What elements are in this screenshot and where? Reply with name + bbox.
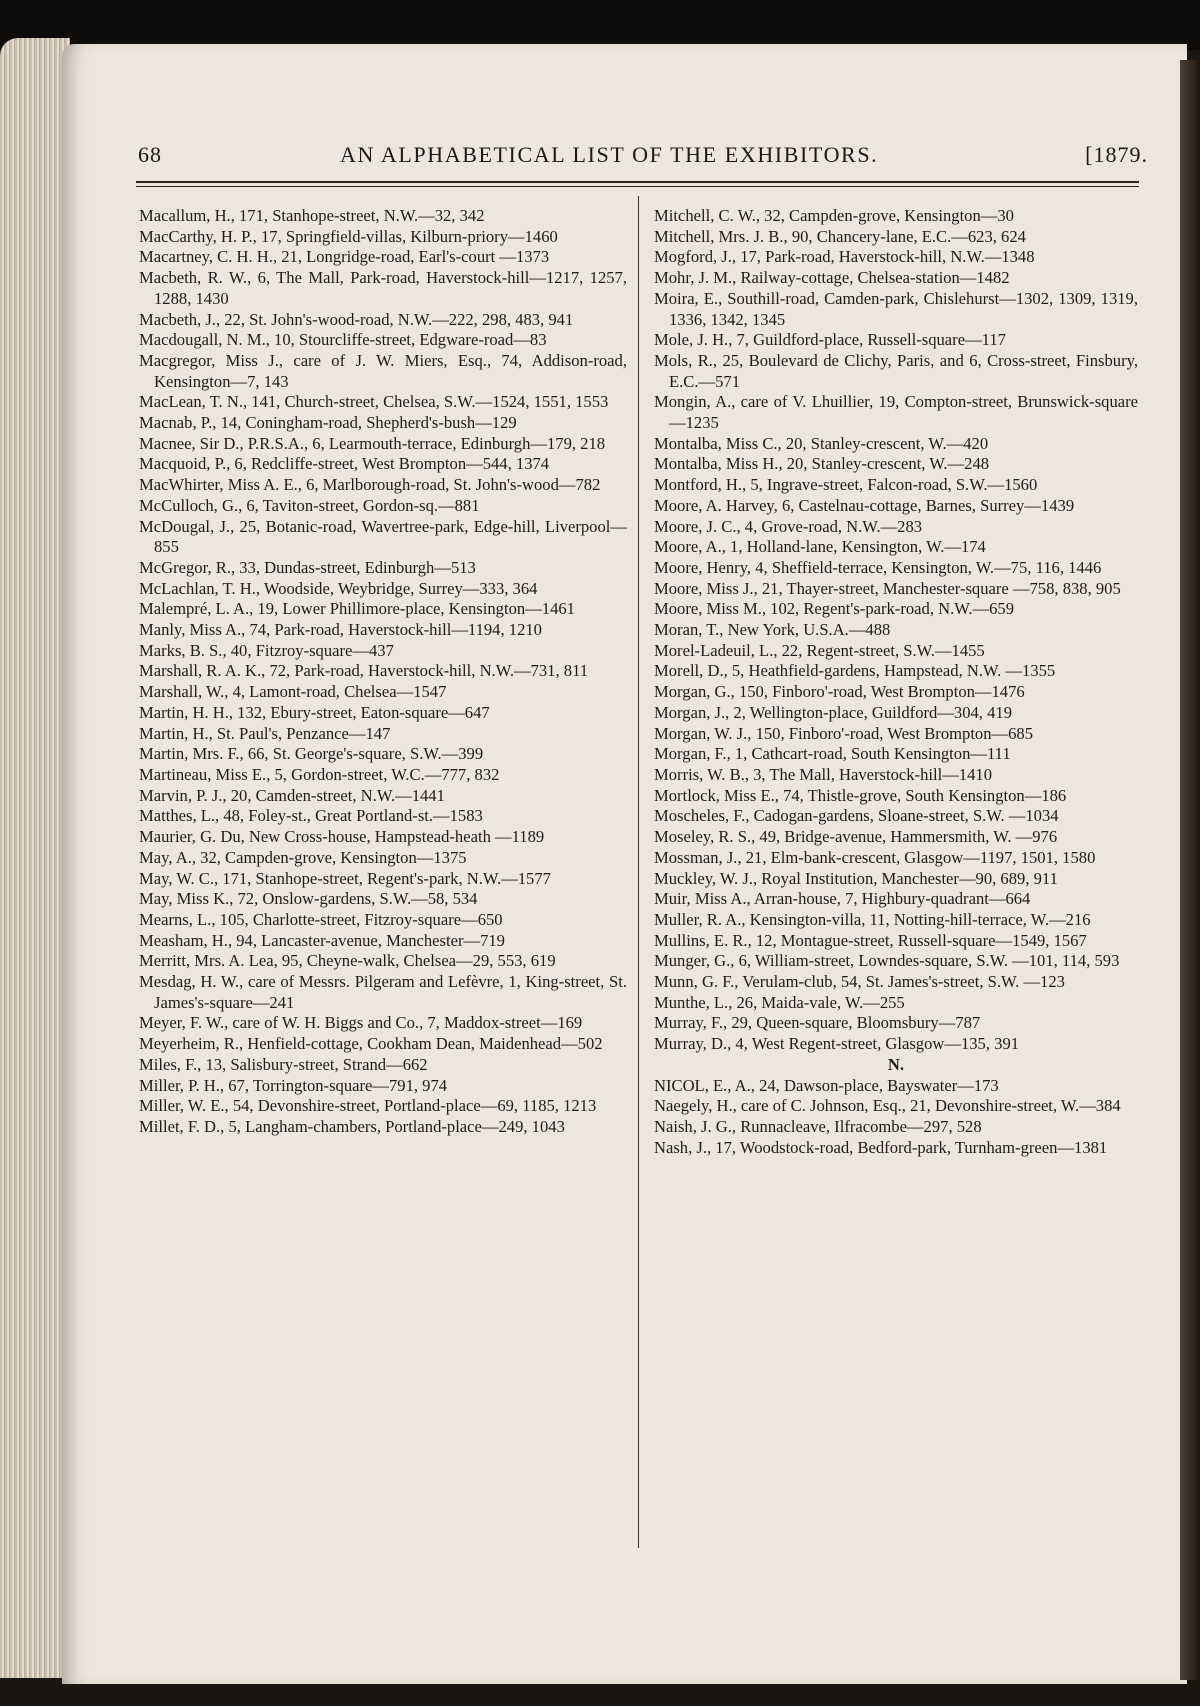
exhibitor-entry: Macartney, C. H. H., 21, Longridge-road, Earl's-court —1373 xyxy=(139,247,550,267)
exhibitor-entry: Morel-Ladeuil, L., 22, Regent-street, S.W.—1455 xyxy=(654,640,985,660)
exhibitor-entry: McLachlan, T. H., Woodside, Weybridge, Surrey—333, 364 xyxy=(139,578,538,598)
exhibitor-entry: Morgan, J., 2, Wellington-place, Guildford—304, 419 xyxy=(654,702,1012,722)
exhibitor-entry: Malempré, L. A., 19, Lower Phillimore-place, Kensington—1461 xyxy=(139,599,575,619)
exhibitor-entry: Moore, Henry, 4, Sheffield-terrace, Kensington, W.—75, 116, 1446 xyxy=(654,557,1102,577)
exhibitor-entry: Matthes, L., 48, Foley-st., Great Portland-st.—1583 xyxy=(139,806,483,826)
exhibitor-entry: McCulloch, G., 6, Taviton-street, Gordon-sq.—881 xyxy=(139,495,480,515)
page-header xyxy=(138,138,1148,178)
exhibitor-entry: Morgan, G., 150, Finboro'-road, West Brompton—1476 xyxy=(654,682,1025,702)
exhibitor-entry: Morris, W. B., 3, The Mall, Haverstock-hill—1410 xyxy=(654,764,992,784)
exhibitor-entry: Morgan, W. J., 150, Finboro'-road, West Brompton—685 xyxy=(654,723,1034,743)
exhibitor-entry: Manly, Miss A., 74, Park-road, Haverstock-hill—1194, 1210 xyxy=(139,620,542,640)
exhibitor-entry: Macgregor, Miss J., care of J. W. Miers, Esq., 74, Addison-road, Kensington—7, 143 xyxy=(139,350,627,391)
exhibitor-entry: Mesdag, H. W., care of Messrs. Pilgeram and Lefèvre, 1, King-street, St. James's-square—241 xyxy=(139,972,627,1012)
exhibitor-entry: MacCarthy, H. P., 17, Springfield-villas, Kilburn-priory—1460 xyxy=(139,226,558,246)
exhibitor-entry: Meyer, F. W., care of W. H. Biggs and Co., 7, Maddox-street—169 xyxy=(139,1013,583,1033)
exhibitor-entry: Munn, G. F., Verulam-club, 54, St. James's-street, S.W. —123 xyxy=(654,972,1065,992)
exhibitor-entry: Montford, H., 5, Ingrave-street, Falcon-road, S.W.—1560 xyxy=(654,475,1038,495)
exhibitor-entry: Macnee, Sir D., P.R.S.A., 6, Learmouth-terrace, Edinburgh—179, 218 xyxy=(139,433,606,453)
exhibitor-entry: Muller, R. A., Kensington-villa, 11, Notting-hill-terrace, W.—216 xyxy=(654,909,1091,929)
exhibitor-entry: Mitchell, C. W., 32, Campden-grove, Kensington—30 xyxy=(654,206,1014,225)
exhibitor-entry: Montalba, Miss H., 20, Stanley-crescent, W.—248 xyxy=(654,454,990,474)
exhibitor-entry: Martin, Mrs. F., 66, St. George's-square, S.W.—399 xyxy=(139,744,484,764)
exhibitor-entry: Muir, Miss A., Arran-house, 7, Highbury-quadrant—664 xyxy=(654,889,1031,909)
exhibitor-entry: May, A., 32, Campden-grove, Kensington—1375 xyxy=(139,847,467,867)
exhibitor-entry: Mogford, J., 17, Park-road, Haverstock-hill, N.W.—1348 xyxy=(654,247,1035,267)
exhibitor-entry: Murray, F., 29, Queen-square, Bloomsbury—787 xyxy=(654,1013,981,1033)
exhibitor-entry: Mullins, E. R., 12, Montague-street, Russell-square—1549, 1567 xyxy=(654,930,1087,950)
exhibitor-entry: Mohr, J. M., Railway-cottage, Chelsea-station—1482 xyxy=(654,268,1010,288)
exhibitor-entry: Macquoid, P., 6, Redcliffe-street, West Brompton—544, 1374 xyxy=(139,454,550,474)
exhibitor-entry: Marshall, W., 4, Lamont-road, Chelsea—1547 xyxy=(139,682,447,702)
page-year: [1879. xyxy=(1085,142,1148,167)
exhibitor-entry: Miller, W. E., 54, Devonshire-street, Portland-place—69, 1185, 1213 xyxy=(139,1096,597,1116)
exhibitor-entry: Mongin, A., care of V. Lhuillier, 19, Compton-street, Brunswick-square—1235 xyxy=(654,392,1138,433)
exhibitor-entry: Moscheles, F., Cadogan-gardens, Sloane-street, S.W. —1034 xyxy=(654,806,1059,826)
exhibitor-entry: MacWhirter, Miss A. E., 6, Marlborough-road, St. John's-wood—782 xyxy=(139,475,601,495)
exhibitor-entry: MacLean, T. N., 141, Church-street, Chelsea, S.W.—1524, 1551, 1553 xyxy=(139,392,609,412)
exhibitor-entry: Murray, D., 4, West Regent-street, Glasgow—135, 391 xyxy=(654,1034,1020,1054)
exhibitor-entry: Martin, H. H., 132, Ebury-street, Eaton-square—647 xyxy=(139,702,490,722)
exhibitor-entry: Moran, T., New York, U.S.A.—488 xyxy=(654,620,891,640)
exhibitor-entry: Miller, P. H., 67, Torrington-square—791, 974 xyxy=(139,1075,448,1095)
page-number: 68 xyxy=(138,142,162,167)
exhibitor-entry: Martineau, Miss E., 5, Gordon-street, W.C.—777, 832 xyxy=(139,764,500,784)
exhibitor-entry: Macnab, P., 14, Coningham-road, Shepherd's-bush—129 xyxy=(139,413,517,433)
exhibitor-entry: Measham, H., 94, Lancaster-avenue, Manchester—719 xyxy=(139,930,505,950)
exhibitor-entry: Marshall, R. A. K., 72, Park-road, Haverstock-hill, N.W.—731, 811 xyxy=(139,661,589,681)
exhibitor-entry: Morell, D., 5, Heathfield-gardens, Hampstead, N.W. —1355 xyxy=(654,661,1056,681)
exhibitor-entry: May, W. C., 171, Stanhope-street, Regent's-park, N.W.—1577 xyxy=(139,868,551,888)
exhibitor-entry: Millet, F. D., 5, Langham-chambers, Portland-place—249, 1043 xyxy=(139,1116,565,1136)
page-stack-edges xyxy=(0,38,70,1678)
exhibitor-entry: Mols, R., 25, Boulevard de Clichy, Paris, and 6, Cross-street, Finsbury, E.C.—571 xyxy=(654,350,1138,391)
exhibitor-entry: McDougal, J., 25, Botanic-road, Wavertree-park, Edge-hill, Liverpool—855 xyxy=(139,516,627,557)
exhibitor-entry: Moore, J. C., 4, Grove-road, N.W.—283 xyxy=(654,516,923,536)
exhibitor-entry: Martin, H., St. Paul's, Penzance—147 xyxy=(139,723,391,743)
exhibitor-entry: Merritt, Mrs. A. Lea, 95, Cheyne-walk, Chelsea—29, 553, 619 xyxy=(139,951,556,971)
scan-top-border xyxy=(0,0,1200,50)
exhibitor-entry: Miles, F., 13, Salisbury-street, Strand—662 xyxy=(139,1054,428,1074)
exhibitor-entry: Marks, B. S., 40, Fitzroy-square—437 xyxy=(139,640,394,660)
right-column-n-entries xyxy=(654,1076,1138,1159)
exhibitor-entry: Maurier, G. Du, New Cross-house, Hampstead-heath —1189 xyxy=(139,827,545,847)
exhibitor-entry: NICOL, E., A., 24, Dawson-place, Bayswater—173 xyxy=(654,1075,999,1095)
exhibitor-entry: Moore, A. Harvey, 6, Castelnau-cottage, Barnes, Surrey—1439 xyxy=(654,495,1075,515)
page-title: AN ALPHABETICAL LIST OF THE EXHIBITORS. xyxy=(340,142,879,167)
exhibitor-entry: McGregor, R., 33, Dundas-street, Edinburgh—513 xyxy=(139,557,476,577)
exhibitor-entry: Mitchell, Mrs. J. B., 90, Chancery-lane, E.C.—623, 624 xyxy=(654,226,1026,246)
exhibitor-entry: Montalba, Miss C., 20, Stanley-crescent, W.—420 xyxy=(654,433,989,453)
exhibitor-entry: Mole, J. H., 7, Guildford-place, Russell-square—117 xyxy=(654,330,1006,350)
exhibitor-entry: Moore, A., 1, Holland-lane, Kensington, W.—174 xyxy=(654,537,986,557)
exhibitor-entry: Marvin, P. J., 20, Camden-street, N.W.—1441 xyxy=(139,785,445,805)
section-heading-n: N. xyxy=(887,1054,905,1074)
exhibitor-entry: Morgan, F., 1, Cathcart-road, South Kensington—111 xyxy=(654,744,1011,764)
exhibitor-entry: Mearns, L., 105, Charlotte-street, Fitzroy-square—650 xyxy=(139,909,503,929)
exhibitor-entry: Naegely, H., care of C. Johnson, Esq., 21, Devonshire-street, W.—384 xyxy=(654,1096,1121,1116)
exhibitor-entry: Macbeth, R. W., 6, The Mall, Park-road, Haverstock-hill—1217, 1257, 1288, 1430 xyxy=(139,268,627,308)
binding-edge xyxy=(1180,60,1200,1680)
exhibitor-entry: May, Miss K., 72, Onslow-gardens, S.W.—58, 534 xyxy=(139,889,478,909)
exhibitor-entry: Moore, Miss J., 21, Thayer-street, Manchester-square —758, 838, 905 xyxy=(654,578,1121,598)
exhibitor-entry: Mossman, J., 21, Elm-bank-crescent, Glasgow—1197, 1501, 1580 xyxy=(654,847,1096,867)
header-rule-thin xyxy=(136,186,1139,187)
exhibitor-entry: Moseley, R. S., 49, Bridge-avenue, Hammersmith, W. —976 xyxy=(654,827,1058,847)
header-rule-thick xyxy=(136,181,1139,183)
exhibitor-entry: Munger, G., 6, William-street, Lowndes-square, S.W. —101, 114, 593 xyxy=(654,951,1120,971)
right-column-m-entries xyxy=(654,206,1138,1055)
exhibitor-entry: Naish, J. G., Runnacleave, Ilfracombe—297, 528 xyxy=(654,1116,982,1136)
exhibitor-entry: Macbeth, J., 22, St. John's-wood-road, N.W.—222, 298, 483, 941 xyxy=(139,309,574,329)
exhibitor-entry: Meyerheim, R., Henfield-cottage, Cookham Dean, Maidenhead—502 xyxy=(139,1034,603,1054)
exhibitor-entry: Macallum, H., 171, Stanhope-street, N.W.—32, 342 xyxy=(139,206,485,225)
right-column xyxy=(654,206,1138,1158)
exhibitor-entry: Moira, E., Southill-road, Camden-park, Chislehurst—1302, 1309, 1319, 1336, 1342, 1345 xyxy=(654,288,1138,329)
column-divider xyxy=(638,196,639,1548)
exhibitor-entry: Macdougall, N. M., 10, Stourcliffe-street, Edgware-road—83 xyxy=(139,330,547,350)
exhibitor-entry: Mortlock, Miss E., 74, Thistle-grove, South Kensington—186 xyxy=(654,785,1067,805)
exhibitor-entry: Moore, Miss M., 102, Regent's-park-road, N.W.—659 xyxy=(654,599,1015,619)
left-column xyxy=(139,206,627,1138)
exhibitor-entry: Munthe, L., 26, Maida-vale, W.—255 xyxy=(654,992,905,1012)
exhibitor-entry: Nash, J., 17, Woodstock-road, Bedford-park, Turnham-green—1381 xyxy=(654,1137,1108,1157)
exhibitor-entry: Muckley, W. J., Royal Institution, Manchester—90, 689, 911 xyxy=(654,868,1058,888)
